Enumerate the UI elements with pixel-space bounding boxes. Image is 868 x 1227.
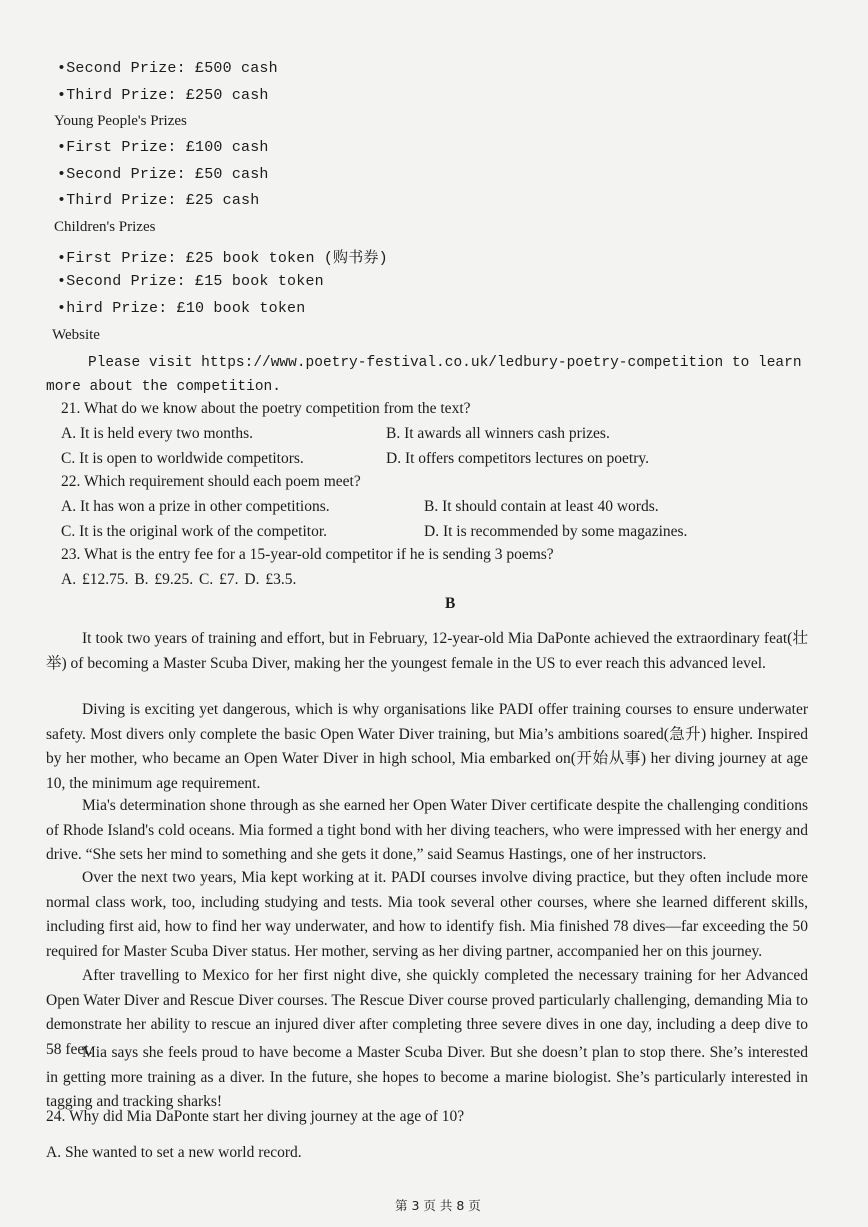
- question-23-stem: 23. What is the entry fee for a 15-year-old competitor if he is sending 3 poems?: [61, 546, 554, 563]
- children-second-prize: •Second Prize: £15 book token: [57, 273, 324, 290]
- passage-paragraph-6: Mia says she feels proud to have become a Master Scuba Diver. But she doesn’t plan to stop there. She’s interested in getting more training as a diver. In the future, she hopes to become a marine biologist. She’s particularly interested in tagging and tracking sharks!: [46, 1044, 808, 1110]
- question-22-option-d: D. It is recommended by some magazines.: [424, 523, 688, 540]
- question-22-stem: 22. Which requirement should each poem meet?: [61, 473, 361, 490]
- children-third-prize: •hird Prize: £10 book token: [57, 300, 306, 317]
- question-22-option-a: A. It has won a prize in other competitions.: [61, 498, 330, 515]
- section-b-heading: B: [445, 595, 456, 612]
- website-paragraph: Please visit https://www.poetry-festival.co.uk/ledbury-poetry-competition to learn more about the competition.: [46, 355, 802, 395]
- adult-third-prize: •Third Prize: £250 cash: [57, 87, 269, 104]
- question-21-option-d: D. It offers competitors lectures on poetry.: [386, 450, 649, 467]
- passage-paragraph-4: Over the next two years, Mia kept working at it. PADI courses involve diving practice, but they often include more normal class work, too, including studying and tests. Mia took several other courses, where she learned different skills, including first aid, how to find her way underwater, and how to identify fish. Mia finished 78 dives—far exceeding the 50 required for Master Scuba Diver status. Her mother, serving as her diving partner, accompanied her on this journey.: [46, 869, 808, 960]
- question-21-option-b: B. It awards all winners cash prizes.: [386, 425, 610, 442]
- question-21-option-a: A. It is held every two months.: [61, 425, 254, 442]
- question-23-options: A. £12.75. B. £9.25. C. £7. D. £3.5.: [61, 571, 297, 588]
- question-22-option-b: B. It should contain at least 40 words.: [424, 498, 659, 515]
- young-second-prize: •Second Prize: £50 cash: [57, 166, 269, 183]
- children-prizes-heading: Children's Prizes: [54, 219, 156, 235]
- young-first-prize: •First Prize: £100 cash: [57, 139, 269, 156]
- page-footer: 第 3 页 共 8 页: [395, 1198, 481, 1213]
- question-21-stem: 21. What do we know about the poetry competition from the text?: [61, 400, 471, 417]
- question-24-option-a: A. She wanted to set a new world record.: [46, 1144, 302, 1161]
- website-heading: Website: [52, 327, 100, 343]
- passage-paragraph-5: After travelling to Mexico for her first night dive, she quickly completed the necessary training for her Advanced Open Water Diver and Rescue Diver courses. The Rescue Diver course proved particularly challenging, demanding Mia to demonstrate her ability to rescue an injured diver after completing three severe dives in one day, including a deep dive to 58 feet.: [46, 967, 808, 1058]
- children-first-prize: •First Prize: £25 book token (购书券): [57, 250, 388, 267]
- young-third-prize: •Third Prize: £25 cash: [57, 192, 260, 209]
- question-24-stem: 24. Why did Mia DaPonte start her diving journey at the age of 10?: [46, 1108, 465, 1125]
- question-21-option-c: C. It is open to worldwide competitors.: [61, 450, 304, 467]
- adult-second-prize: •Second Prize: £500 cash: [57, 60, 278, 77]
- question-22-option-c: C. It is the original work of the competitor.: [61, 523, 328, 540]
- young-prizes-heading: Young People's Prizes: [54, 113, 187, 129]
- passage-paragraph-3: Mia's determination shone through as she earned her Open Water Diver certificate despite the challenging conditions of Rhode Island's cold oceans. Mia formed a tight bond with her diving teachers, who were impressed with her energy and drive. “She sets her mind to something and she gets it done,” said Seamus Hastings, one of her instructors.: [46, 797, 808, 863]
- passage-paragraph-1: It took two years of training and effort, but in February, 12-year-old Mia DaPonte achieved the extraordinary feat(壮举) of becoming a Master Scuba Diver, making her the youngest female in the US to ever reach this advanced level.: [46, 630, 808, 672]
- passage-paragraph-2: Diving is exciting yet dangerous, which is why organisations like PADI offer training courses to ensure underwater safety. Most divers only complete the basic Open Water Diver training, but Mia’s ambitions soared(急升) higher. Inspired by her mother, who became an Open Water Diver in high school, Mia embarked on(开始从事) her diving journey at age 10, the minimum age requirement.: [46, 701, 808, 792]
